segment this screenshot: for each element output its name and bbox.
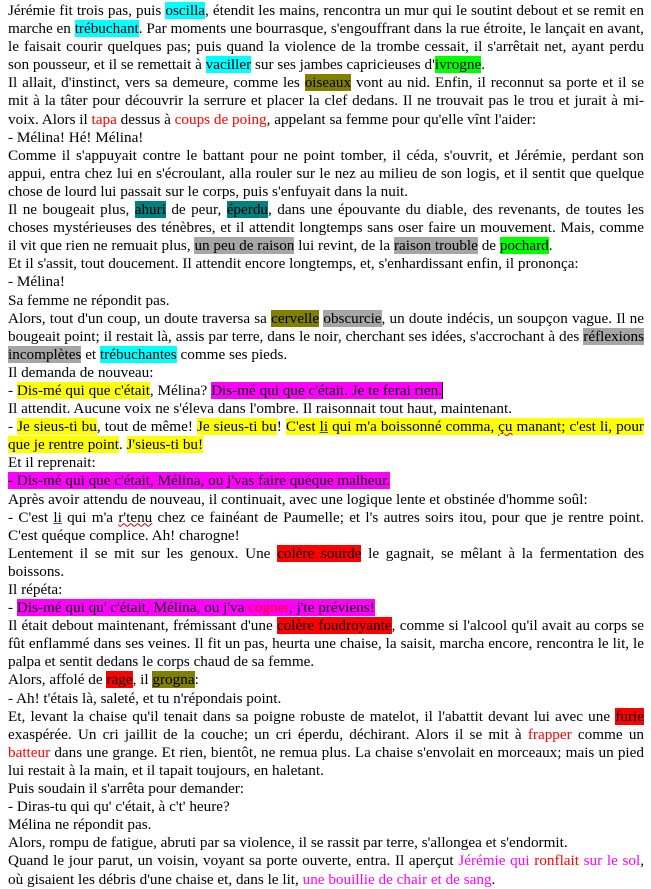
highlighted-text: ahuri	[134, 201, 166, 219]
highlighted-text: tapa	[91, 110, 117, 128]
paragraph	[8, 310, 644, 364]
text-run: -	[8, 381, 17, 399]
paragraph	[8, 581, 644, 599]
text-run: , Mélina?	[149, 381, 212, 399]
highlighted-text: r'tenu	[118, 508, 153, 526]
text-run: Il répéta:	[8, 581, 63, 598]
highlighted-text: ivrogne	[434, 56, 482, 74]
highlighted-text: oscilla	[165, 2, 206, 19]
highlighted-text: colère foudroyante	[276, 617, 392, 635]
paragraph	[8, 2, 644, 74]
text-run: Et il reprenait:	[8, 454, 96, 472]
highlighted-text: cervelle	[271, 309, 320, 327]
highlighted-text: Dis-mé qui qu' c'était, Mélina, ou j'va	[16, 599, 249, 617]
highlighted-text: sur le sol	[578, 852, 641, 870]
paragraph	[8, 599, 644, 617]
text-run: .	[118, 436, 127, 454]
text-run: Sa femme ne répondit pas.	[8, 291, 170, 309]
paragraph	[8, 255, 644, 273]
text-run: - Ah! t'étais là, saleté, et tu n'répondais point.	[8, 689, 282, 707]
text-run: Il demanda de nouveau:	[8, 363, 154, 381]
text-run: - Mélina!	[8, 273, 65, 291]
paragraph	[8, 382, 644, 400]
text-run: comme ses pieds.	[176, 345, 288, 363]
highlighted-text: un peu de raison	[194, 237, 295, 255]
text-run: .	[481, 56, 486, 74]
text-run: de	[477, 237, 500, 255]
text-run: , appelant sa femme pour qu'elle vînt l'aider:	[266, 110, 537, 128]
highlighted-text: oiseaux	[304, 74, 352, 92]
text-run: Lentement il se mit sur les genoux. Une	[8, 544, 278, 562]
highlighted-text: qui m'a boissonné comma,	[328, 418, 499, 436]
text-run: Mélina ne répondit pas.	[8, 816, 152, 834]
paragraph	[8, 400, 644, 418]
text-run: -	[8, 418, 18, 436]
paragraph	[8, 454, 644, 472]
paragraph	[8, 74, 644, 128]
text-run: . Par moments une bourrasque, s'engouffrant dans la rue étroite, le lançait en avant, le faisait courir quelques pas; puis quand la violence de la trombe cessait, il s'arrêtait net, ayant perdu son pousseur, et il se remettait à	[8, 20, 644, 74]
highlighted-text: Dis-mé qui que c'était. Je te ferai rien.	[211, 381, 442, 399]
highlighted-text: C'est	[285, 418, 320, 436]
text-run: de peur,	[165, 201, 227, 219]
text-run: Et, levant la chaise qu'il tenait dans sa poigne robuste de matelot, il l'abattit devant lui avec une	[8, 707, 616, 725]
text-run: qui m'a	[61, 508, 119, 526]
paragraph	[8, 690, 644, 708]
text-run: .	[491, 870, 496, 888]
paragraph	[8, 545, 644, 581]
paragraph	[8, 780, 644, 798]
highlighted-text: cogner	[248, 599, 289, 617]
highlighted-text: coups de poing	[174, 110, 267, 128]
text-run: exaspérée. Un cri jaillit de la couche; un cri éperdu, déchirant. Alors il se mit à	[8, 725, 528, 743]
text-run: , un doute indécis, un soupçon vague. Il ne bougeait point; il restait là, assis par terre, dans le noir, cherchant ses idées, s'accrochant à des	[8, 309, 645, 345]
highlighted-text: réflexions incomplètes	[8, 327, 644, 363]
highlighted-text: , j'te préviens!	[288, 599, 375, 617]
paragraph	[8, 509, 644, 545]
paragraph	[8, 708, 644, 780]
text-run: lui revint, de la	[294, 237, 394, 255]
text-run: Après avoir attendu de nouveau, il continuait, avec une logique lente et obstinée d'homme soûl:	[8, 490, 588, 508]
text-run: Alors, tout d'un coup, un doute traversa sa	[8, 309, 272, 327]
highlighted-text: raison trouble	[393, 237, 478, 255]
paragraph	[8, 147, 644, 201]
highlighted-text: li	[319, 418, 329, 436]
highlighted-text: - Dis-mé qui que c'était, Mélina, ou j'vas faire quéque malheur.	[8, 472, 391, 490]
paragraph	[8, 671, 644, 689]
highlighted-text: ronflait	[534, 852, 579, 870]
text-run: - C'est	[8, 508, 54, 526]
highlighted-text: colère sourde	[277, 544, 362, 562]
highlighted-text: batteur	[8, 743, 51, 761]
text-run: , il	[132, 671, 153, 689]
paragraph	[8, 364, 644, 382]
highlighted-text: vaciller	[205, 56, 252, 74]
text-run: Il allait, d'instinct, vers sa demeure, comme les	[8, 74, 305, 92]
text-run: , où gisaient les débris d'une chaise et, dans le lit,	[8, 852, 644, 888]
text-run: Puis soudain il s'arrêta pour demander:	[8, 780, 244, 798]
paragraph	[8, 491, 644, 509]
highlighted-text: une bouillie de chair et de sang	[302, 870, 492, 888]
text-run: comme un	[571, 725, 645, 743]
document-body[interactable]	[8, 2, 644, 889]
highlighted-text: Dis-mé qui que c'était	[16, 381, 150, 399]
highlighted-text: grogna	[152, 671, 195, 689]
highlighted-text: Jérémie qui	[458, 852, 535, 870]
highlighted-text: éperdu	[226, 201, 269, 219]
text-run: dans une grange. Et rien, bientôt, ne remua plus. La chaise s'envolait en morceaux; mais un pied lui restait à la main, et il tapait toujours, en haletant.	[8, 743, 644, 779]
paragraph	[8, 129, 644, 147]
highlighted-text: çu	[498, 418, 513, 436]
text-run: , étendit les mains, rencontra un mur qui le soutint debout et se remit en marche en	[8, 2, 644, 38]
text-run: .	[548, 237, 553, 255]
text-run: vont au nid. Enfin, il reconnut sa porte et il se mit à la tâter pour découvrir la serrure et placer la clef dedans. Il ne trouvait pas le trou et jurait à mi-voix. Alors il	[8, 74, 644, 128]
paragraph	[8, 852, 644, 888]
highlighted-text: trébuchantes	[99, 345, 177, 363]
text-run: dessus à	[116, 110, 175, 128]
text-run: et	[81, 345, 100, 363]
text-run: Jérémie fit trois pas, puis	[8, 2, 166, 19]
highlighted-text: frapper	[527, 725, 572, 743]
text-run: Comme il s'appuyait contre le battant pour ne point tomber, il céda, s'ouvrit, et Jérémie, perdant son appui, entra chez lui en s'écroulant, alla rouler sur le nez au milieu de son logis, et il sentit que quelque chose de lourd lui passait sur le corps, puis s'enfuyait dans la nuit.	[8, 146, 644, 200]
highlighted-text: rage	[106, 671, 133, 689]
paragraph	[8, 201, 644, 255]
text-run: Quand le jour parut, un voisin, voyant sa porte ouverte, entra. Il aperçut	[8, 852, 459, 870]
paragraph	[8, 273, 644, 291]
highlighted-text: J'sieus-ti bu!	[126, 436, 204, 454]
text-run: chez ce fainéant de Paumelle; et l's autres soirs itou, pour que je rentre point. C'est quéque complice. Ah! charogne!	[8, 508, 645, 544]
text-run: sur ses jambes capricieuses d'	[251, 56, 435, 74]
paragraph	[8, 816, 644, 834]
highlighted-text: Je sieus-ti bu	[196, 418, 277, 436]
text-run: - Mélina! Hé! Mélina!	[8, 128, 144, 146]
text-run: !	[276, 418, 286, 436]
text-run: - Diras-tu qui qu' c'était, à c't' heure?	[8, 798, 230, 816]
highlighted-text: pochard	[499, 237, 549, 255]
highlighted-text: manant; c'est li, pour que je rentre point	[8, 418, 644, 454]
highlighted-text: trébuchant	[74, 20, 139, 38]
text-run: Alors, rompu de fatigue, abruti par sa violence, il se rassit par terre, s'allongea et s'endormit.	[8, 834, 568, 852]
text-run: , tout de même!	[96, 418, 197, 436]
paragraph	[8, 798, 644, 816]
text-run: Alors, affolé de	[8, 671, 107, 689]
paragraph	[8, 472, 644, 490]
highlighted-text: furie	[615, 707, 644, 725]
highlighted-text: obscurcie	[323, 309, 382, 327]
highlighted-text: Je sieus-ti bu	[17, 418, 97, 436]
text-run: , dans une épouvante du diable, des revenants, de toutes les choses mystérieuses des ténèbres, et il attendit longtemps sans oser faire un mouvement. Mais, comme il vit que rien ne remuait plus,	[8, 201, 644, 255]
text-run: , comme si l'alcool qu'il avait au corps se fût enflammé dans ses veines. Il fit un pas, heurta une chaise, la saisit, marcha encore, rencontra le lit, le palpa et sentit dedans le corps chaud de sa femme.	[8, 617, 644, 671]
paragraph	[8, 834, 644, 852]
text-run: Il attendit. Aucune voix ne s'éleva dans l'ombre. Il raisonnait tout haut, maintenant.	[8, 400, 512, 418]
paragraph	[8, 418, 644, 454]
paragraph	[8, 292, 644, 310]
text-run: le gagnait, se mêlant à la fermentation des boissons.	[8, 544, 644, 580]
text-run: Il ne bougeait plus,	[8, 201, 135, 219]
text-run: :	[194, 671, 199, 689]
text-run: Et il s'assit, tout doucement. Il attendit encore longtemps, et, s'enhardissant enfin, il prononça:	[8, 255, 579, 273]
text-run: -	[8, 599, 17, 617]
paragraph	[8, 617, 644, 671]
text-run: Il était debout maintenant, frémissant d'une	[8, 617, 277, 635]
highlighted-text: li	[53, 508, 62, 526]
